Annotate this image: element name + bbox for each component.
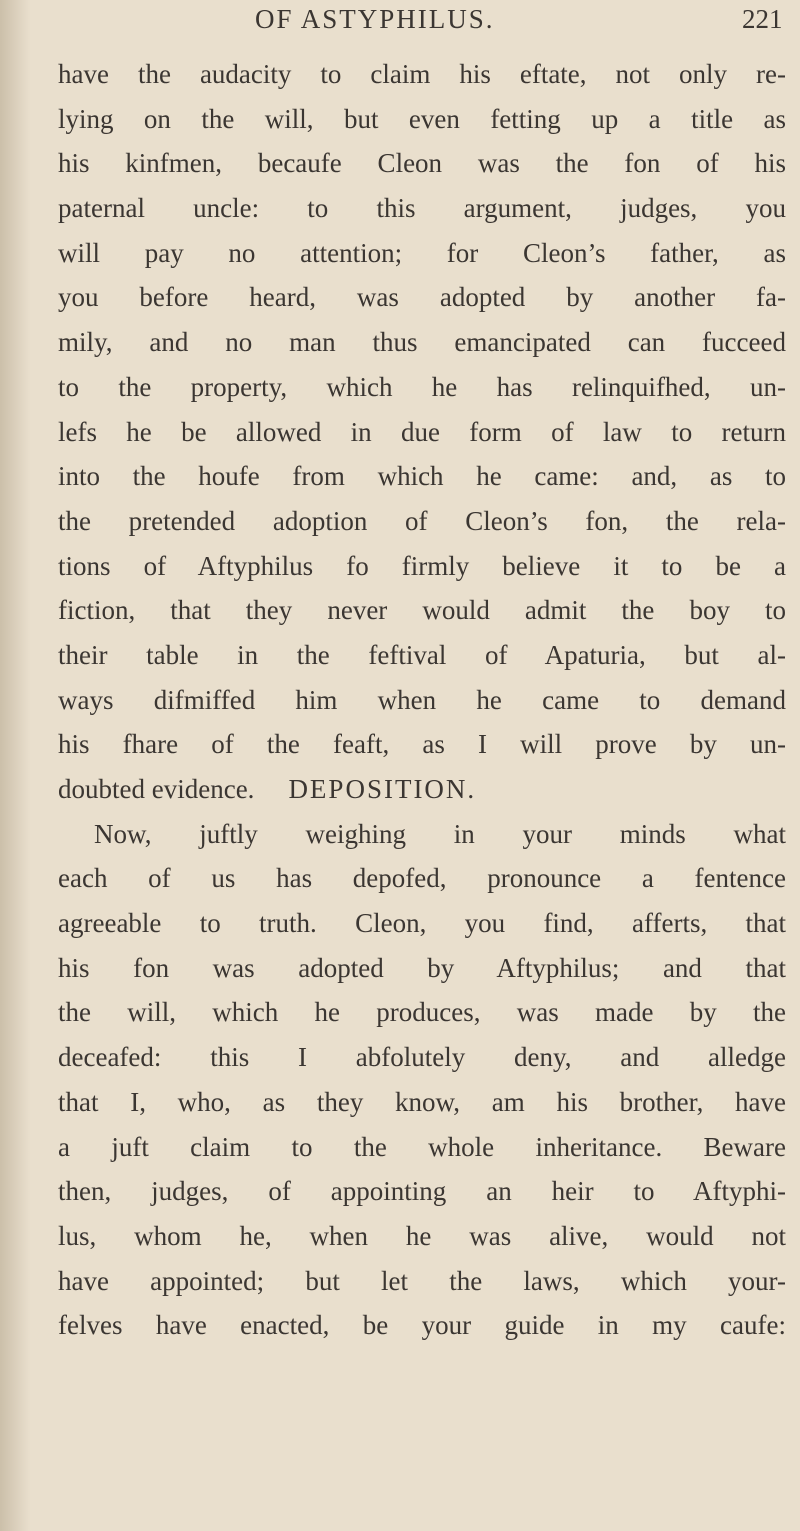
text-line: agreeable to truth. Cleon, you find, afferts, that — [58, 908, 786, 939]
page-body — [58, 52, 786, 1348]
text-line: fiction, that they never would admit the boy to — [58, 595, 786, 626]
text-line: that I, who, as they know, am his brother, have — [58, 1086, 786, 1117]
text-line: to the property, which he has relinquifhed, un- — [58, 371, 786, 402]
text-line-deposition — [58, 767, 786, 812]
text-line: each of us has depofed, pronounce a fentence — [58, 863, 786, 894]
text-line: the will, which he produces, was made by the — [58, 997, 786, 1028]
text-line: his kinfmen, becaufe Cleon was the fon of his — [58, 148, 786, 179]
text-line: the pretended adoption of Cleon’s fon, the rela- — [58, 505, 786, 536]
text-line: you before heard, was adopted by another fa- — [58, 282, 786, 313]
text-line: his fhare of the feaft, as I will prove by un- — [58, 729, 786, 760]
text-line: will pay no attention; for Cleon’s father, as — [58, 237, 786, 268]
text-line: ways difmiffed him when he came to demand — [58, 684, 786, 715]
text-line: into the houfe from which he came: and, as to — [58, 461, 786, 492]
text-line: their table in the feftival of Apaturia, but al- — [58, 639, 786, 670]
paragraph-start-line: Now, juftly weighing in your minds what — [94, 818, 786, 849]
text-line: a juft claim to the whole inheritance. Beware — [58, 1131, 786, 1162]
text-line: lying on the will, but even fetting up a title as — [58, 103, 786, 134]
text-line: have the audacity to claim his eftate, not only re- — [58, 59, 786, 89]
text-line: doubted evidence. — [58, 774, 255, 804]
deposition-label: DEPOSITION. — [288, 774, 477, 804]
text-line: lus, whom he, when he was alive, would not — [58, 1220, 786, 1251]
running-title: OF ASTYPHILUS. — [255, 4, 495, 34]
text-line: have appointed; but let the laws, which your- — [58, 1265, 786, 1296]
text-line: mily, and no man thus emancipated can fucceed — [58, 327, 786, 358]
text-line: tions of Aftyphilus fo firmly believe it to be a — [58, 550, 786, 581]
page-gutter-shadow — [0, 0, 30, 1531]
text-line: his fon was adopted by Aftyphilus; and that — [58, 952, 786, 983]
text-line: deceafed: this I abfolutely deny, and alledge — [58, 1042, 786, 1073]
page-number: 221 — [742, 4, 783, 34]
text-line: lefs he be allowed in due form of law to return — [58, 416, 786, 447]
text-line: then, judges, of appointing an heir to Aftyphi- — [58, 1176, 786, 1207]
text-line: paternal uncle: to this argument, judges, you — [58, 193, 786, 224]
text-line: felves have enacted, be your guide in my caufe: — [58, 1310, 786, 1341]
